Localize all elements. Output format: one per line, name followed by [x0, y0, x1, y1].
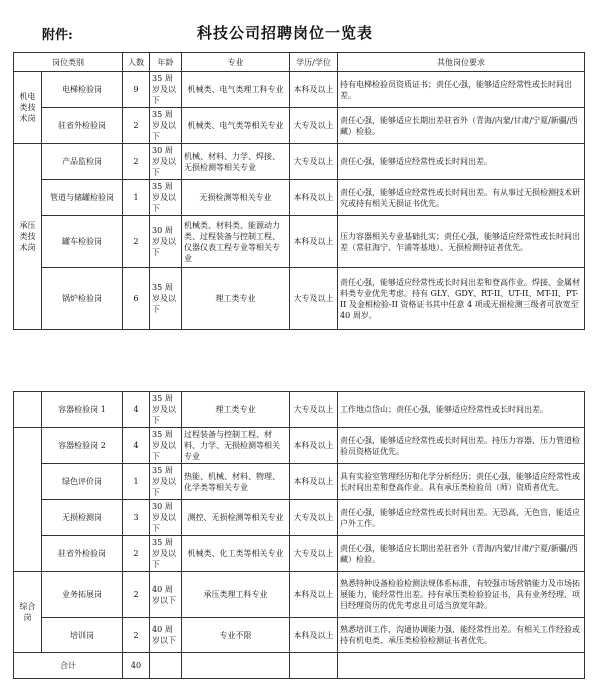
post-education: 本科及以上: [290, 180, 338, 216]
post-major: 过程装备与控制工程、材料、力学、无损检测等相关专业: [182, 428, 290, 464]
table-row: [14, 180, 585, 216]
post-education: 本科及以上: [290, 428, 338, 464]
col-header-category: 岗位类别: [14, 53, 123, 72]
post-count: 2: [123, 618, 150, 653]
post-age: 40 周岁以下: [150, 572, 182, 618]
post-major: 承压类理工科专业: [182, 572, 290, 618]
post-requirements: 责任心强，能够适应经常性或长时间出差。持压力容器、压力管道检验员资格证优先。: [338, 428, 585, 464]
post-age: 35 周岁及以下: [150, 180, 182, 216]
table-row: [14, 144, 585, 180]
post-count: 2: [123, 108, 150, 144]
empty-cell: [338, 653, 585, 679]
post-age: 35 周岁及以下: [150, 392, 182, 428]
table-header-row: [14, 53, 585, 72]
post-name: 容器检验岗 2: [42, 428, 123, 464]
post-education: 大专及以上: [290, 536, 338, 572]
post-major: 机械类、电气类理工科专业: [182, 72, 290, 108]
col-header-count: 人数: [123, 53, 150, 72]
post-major: 热能、机械、材料、物理、化学类等相关专业: [182, 464, 290, 500]
group-label-continued: [14, 428, 42, 572]
col-header-other-requirements: 其他岗位要求: [338, 53, 585, 72]
post-name: 无损检测岗: [42, 500, 123, 536]
post-education: 大专及以上: [290, 144, 338, 180]
recruitment-table-part-1: [13, 52, 585, 330]
col-header-age: 年龄: [150, 53, 182, 72]
post-requirements: 责任心强，能够适应长期出差驻省外（青海/内蒙/甘肃/宁夏/新疆/西藏）检验。: [338, 108, 585, 144]
post-age: 35 周岁及以下: [150, 72, 182, 108]
post-major: 测控、无损检测等相关专业: [182, 500, 290, 536]
post-name: 驻省外检验岗: [42, 536, 123, 572]
empty-cell: [150, 653, 182, 679]
post-requirements: 熟悉培训工作，沟通协调能力强，能经常性出差。有相关工作经验或持有机电类、承压类检验检测证书者优先。: [338, 618, 585, 653]
post-major: 机械类、电气类等相关专业: [182, 108, 290, 144]
group-label: 机电类技术岗: [14, 72, 42, 144]
post-major: 理工类专业: [182, 268, 290, 330]
post-education: 大专及以上: [290, 500, 338, 536]
post-name: 驻省外检验岗: [42, 108, 123, 144]
attachment-label: 附件:: [42, 28, 73, 43]
post-name: 容器检验岗 1: [42, 392, 123, 428]
table-row: [14, 618, 585, 653]
page-title: 科技公司招聘岗位一览表: [197, 24, 374, 42]
post-requirements: 具有实验室管理经历和化学分析经历；责任心强，能够适应经常性或长时间出差和登高作业。具有承压类检验员（师）资质者优先。: [338, 464, 585, 500]
post-education: 本科及以上: [290, 464, 338, 500]
post-count: 2: [123, 144, 150, 180]
post-education: 本科及以上: [290, 216, 338, 268]
post-count: 4: [123, 428, 150, 464]
post-count: 3: [123, 500, 150, 536]
post-count: 9: [123, 72, 150, 108]
post-count: 2: [123, 216, 150, 268]
post-name: 锅炉检验岗: [42, 268, 123, 330]
post-major: 理工类专业: [182, 392, 290, 428]
post-education: 大专及以上: [290, 268, 338, 330]
recruitment-table-part-2: [13, 391, 585, 679]
post-name: 罐车检验岗: [42, 216, 123, 268]
post-age: 30 周岁及以下: [150, 216, 182, 268]
post-name: 培训岗: [42, 618, 123, 653]
post-major: 专业不限: [182, 618, 290, 653]
table-row: [14, 464, 585, 500]
post-age: 30 周岁及以下: [150, 144, 182, 180]
post-count: 1: [123, 180, 150, 216]
post-count: 1: [123, 464, 150, 500]
post-age: 40 周岁以下: [150, 618, 182, 653]
post-requirements: 熟悉特种设备检验检测法规体系标准，有较强市场营销能力及市场拓展能力，能经常性出差。持有承压类检验验证书，具有业务经理、项目经理资历的优先考虑且可适当放宽年龄。: [338, 572, 585, 618]
col-header-education: 学历/学位: [290, 53, 338, 72]
post-requirements: 持有电梯检验员资质证书；责任心强，能够适应经常性或长时间出差。: [338, 72, 585, 108]
post-age: 35 周岁及以下: [150, 464, 182, 500]
post-requirements: 责任心强，能够适应经常性或长时间出差。: [338, 144, 585, 180]
table-row: [14, 216, 585, 268]
total-count: 40: [123, 653, 150, 679]
post-requirements: 责任心强，能够适应经常性或长时间出差。有从事过无损检测技术研究或持有相关无损证书优先。: [338, 180, 585, 216]
post-count: 2: [123, 536, 150, 572]
post-name: 电梯检验岗: [42, 72, 123, 108]
table-row: [14, 392, 585, 428]
group-label-continued: [14, 392, 42, 428]
post-count: 2: [123, 572, 150, 618]
post-count: 6: [123, 268, 150, 330]
post-requirements: 责任心强，能够适应经常性或长时间出差。无恐高，无色盲，能适应户外工作。: [338, 500, 585, 536]
post-major: 机械类、材料类、能源动力类、过程装备与控制工程、仪器仪表工程专业等相关专业: [182, 216, 290, 268]
post-name: 管道与储罐检验岗: [42, 180, 123, 216]
post-requirements: 责任心强，能够适应经常性或长时间出差和登高作业。焊接、金属材料类专业优先考虑。持有 GLY、GDY、RT-II、UT-II、MT-II、PT-II 及金相检验-II 资格证书其中任意 4 项或无损检测三级者可放宽至 40 周岁。: [338, 268, 585, 330]
post-major: 无损检测等相关专业: [182, 180, 290, 216]
col-header-major: 专业: [182, 53, 290, 72]
table-row: [14, 536, 585, 572]
post-age: 35 周岁及以下: [150, 536, 182, 572]
page-break-gap: [0, 360, 593, 391]
empty-cell: [182, 653, 290, 679]
post-requirements: 压力容器相关专业基础扎实；责任心强，能够适应经常性或长时间出差（常驻海宁、乍浦等基地）、无损检测持证者优先。: [338, 216, 585, 268]
post-age: 35 周岁及以下: [150, 268, 182, 330]
post-age: 30 周岁及以下: [150, 500, 182, 536]
post-education: 大专及以上: [290, 108, 338, 144]
post-education: 大专及以上: [290, 392, 338, 428]
table-row: [14, 108, 585, 144]
post-requirements: 责任心强，能够适应长期出差驻省外（青海/内蒙/甘肃/宁夏/新疆/西藏）检验。: [338, 536, 585, 572]
post-education: 本科及以上: [290, 572, 338, 618]
total-row: [14, 653, 585, 679]
post-age: 35 周岁及以下: [150, 428, 182, 464]
table-row: [14, 428, 585, 464]
post-education: 本科及以上: [290, 72, 338, 108]
table-row: [14, 72, 585, 108]
post-education: 本科及以上: [290, 618, 338, 653]
post-major: 机械、材料、力学、焊接、无损检测等相关专业: [182, 144, 290, 180]
post-requirements: 工作地点岱山；责任心强，能够适应经常性或长时间出差。: [338, 392, 585, 428]
group-label: 综合岗: [14, 572, 42, 653]
post-name: 产品监检岗: [42, 144, 123, 180]
empty-cell: [290, 653, 338, 679]
table-row: [14, 268, 585, 330]
post-count: 4: [123, 392, 150, 428]
table-row: [14, 572, 585, 618]
post-age: 35 周岁及以下: [150, 108, 182, 144]
total-label: 合计: [14, 653, 123, 679]
post-name: 绿色评价岗: [42, 464, 123, 500]
table-row: [14, 500, 585, 536]
post-name: 业务拓展岗: [42, 572, 123, 618]
group-label: 承压类技术岗: [14, 144, 42, 330]
post-major: 机械类、化工类等相关专业: [182, 536, 290, 572]
